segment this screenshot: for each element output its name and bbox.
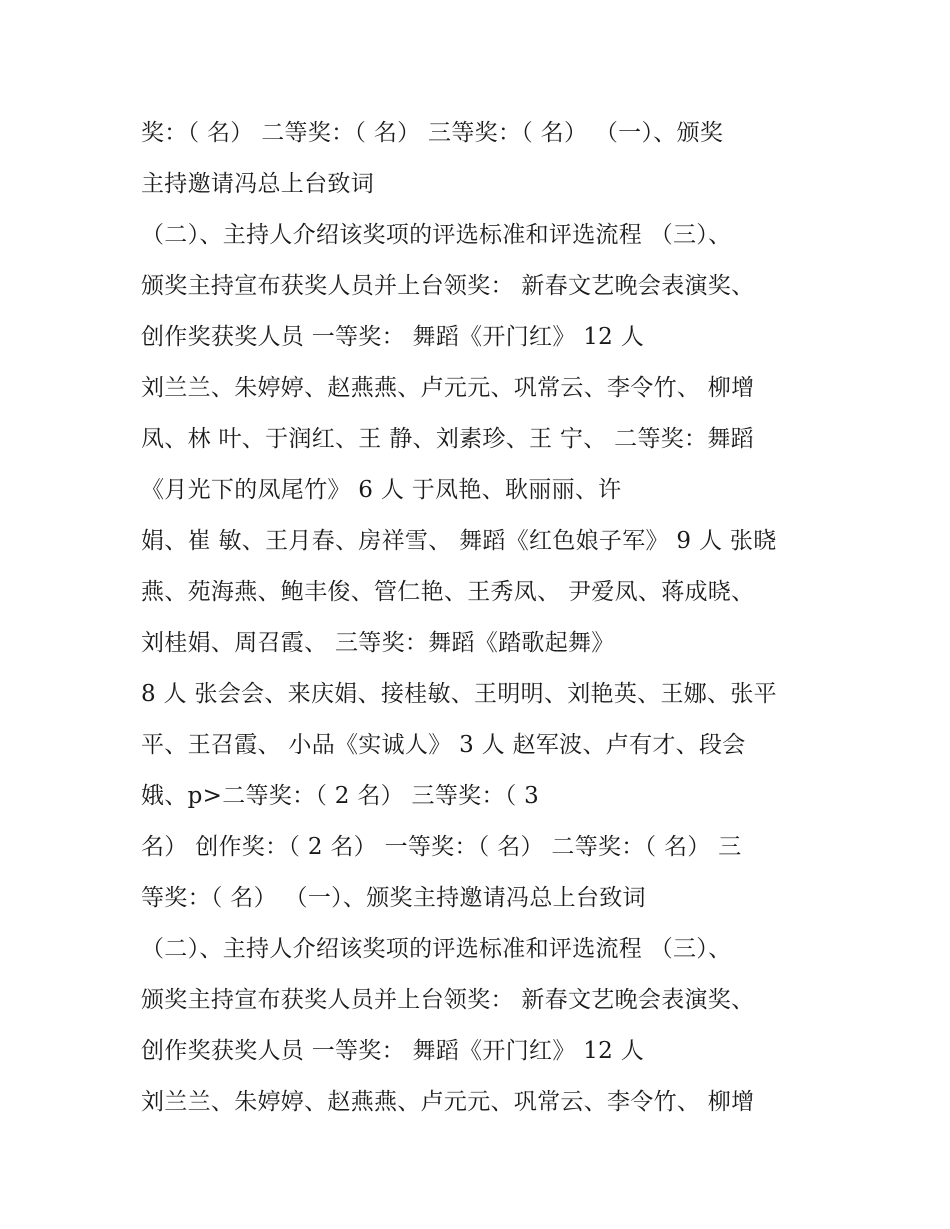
text-line: 名） 创作奖：（ 2 名） 一等奖：（ 名） 二等奖：（ 名） 三: [141, 834, 742, 860]
text-line: （二）、主持人介绍该奖项的评选标准和评选流程 （三）、: [141, 222, 732, 248]
text-line: 8 人 张会会、来庆娟、接桂敏、王明明、刘艳英、王娜、张平: [141, 681, 777, 707]
text-line: 创作奖获奖人员 一等奖： 舞蹈《开门红》 12 人: [141, 1038, 645, 1064]
text-line: 刘兰兰、朱婷婷、赵燕燕、卢元元、巩常云、李令竹、 柳增: [141, 375, 755, 401]
text-line: 颁奖主持宣布获奖人员并上台领奖： 新春文艺晚会表演奖、: [141, 273, 755, 299]
text-line: 奖：（ 名） 二等奖：（ 名） 三等奖：（ 名） （一）、颁奖: [141, 120, 724, 146]
text-line: （二）、主持人介绍该奖项的评选标准和评选流程 （三）、: [141, 936, 732, 962]
text-line: 颁奖主持宣布获奖人员并上台领奖： 新春文艺晚会表演奖、: [141, 987, 755, 1013]
text-line: 平、王召霞、 小品《实诚人》 3 人 赵军波、卢有才、段会: [141, 732, 746, 758]
text-line: 娟、崔 敏、王月春、房祥雪、 舞蹈《红色娘子军》 9 人 张晓: [141, 528, 777, 554]
text-line: 刘兰兰、朱婷婷、赵燕燕、卢元元、巩常云、李令竹、 柳增: [141, 1089, 755, 1115]
text-line: 等奖：（ 名） （一）、颁奖主持邀请冯总上台致词: [141, 885, 646, 911]
text-line: 《月光下的凤尾竹》 6 人 于凤艳、耿丽丽、许: [141, 477, 622, 503]
document-body: [141, 108, 821, 1128]
text-line: 刘桂娟、周召霞、 三等奖：舞蹈《踏歌起舞》: [141, 630, 615, 656]
text-line: 凤、林 叶、于润红、王 静、刘素珍、王 宁、 二等奖：舞蹈: [141, 426, 754, 452]
text-line: 创作奖获奖人员 一等奖： 舞蹈《开门红》 12 人: [141, 324, 645, 350]
text-line: 娥、p>二等奖：（ 2 名） 三等奖：（ 3: [141, 783, 540, 809]
text-line: 燕、苑海燕、鲍丰俊、管仁艳、王秀凤、 尹爱凤、蒋成晓、: [141, 579, 755, 605]
text-line: 主持邀请冯总上台致词: [141, 171, 374, 197]
